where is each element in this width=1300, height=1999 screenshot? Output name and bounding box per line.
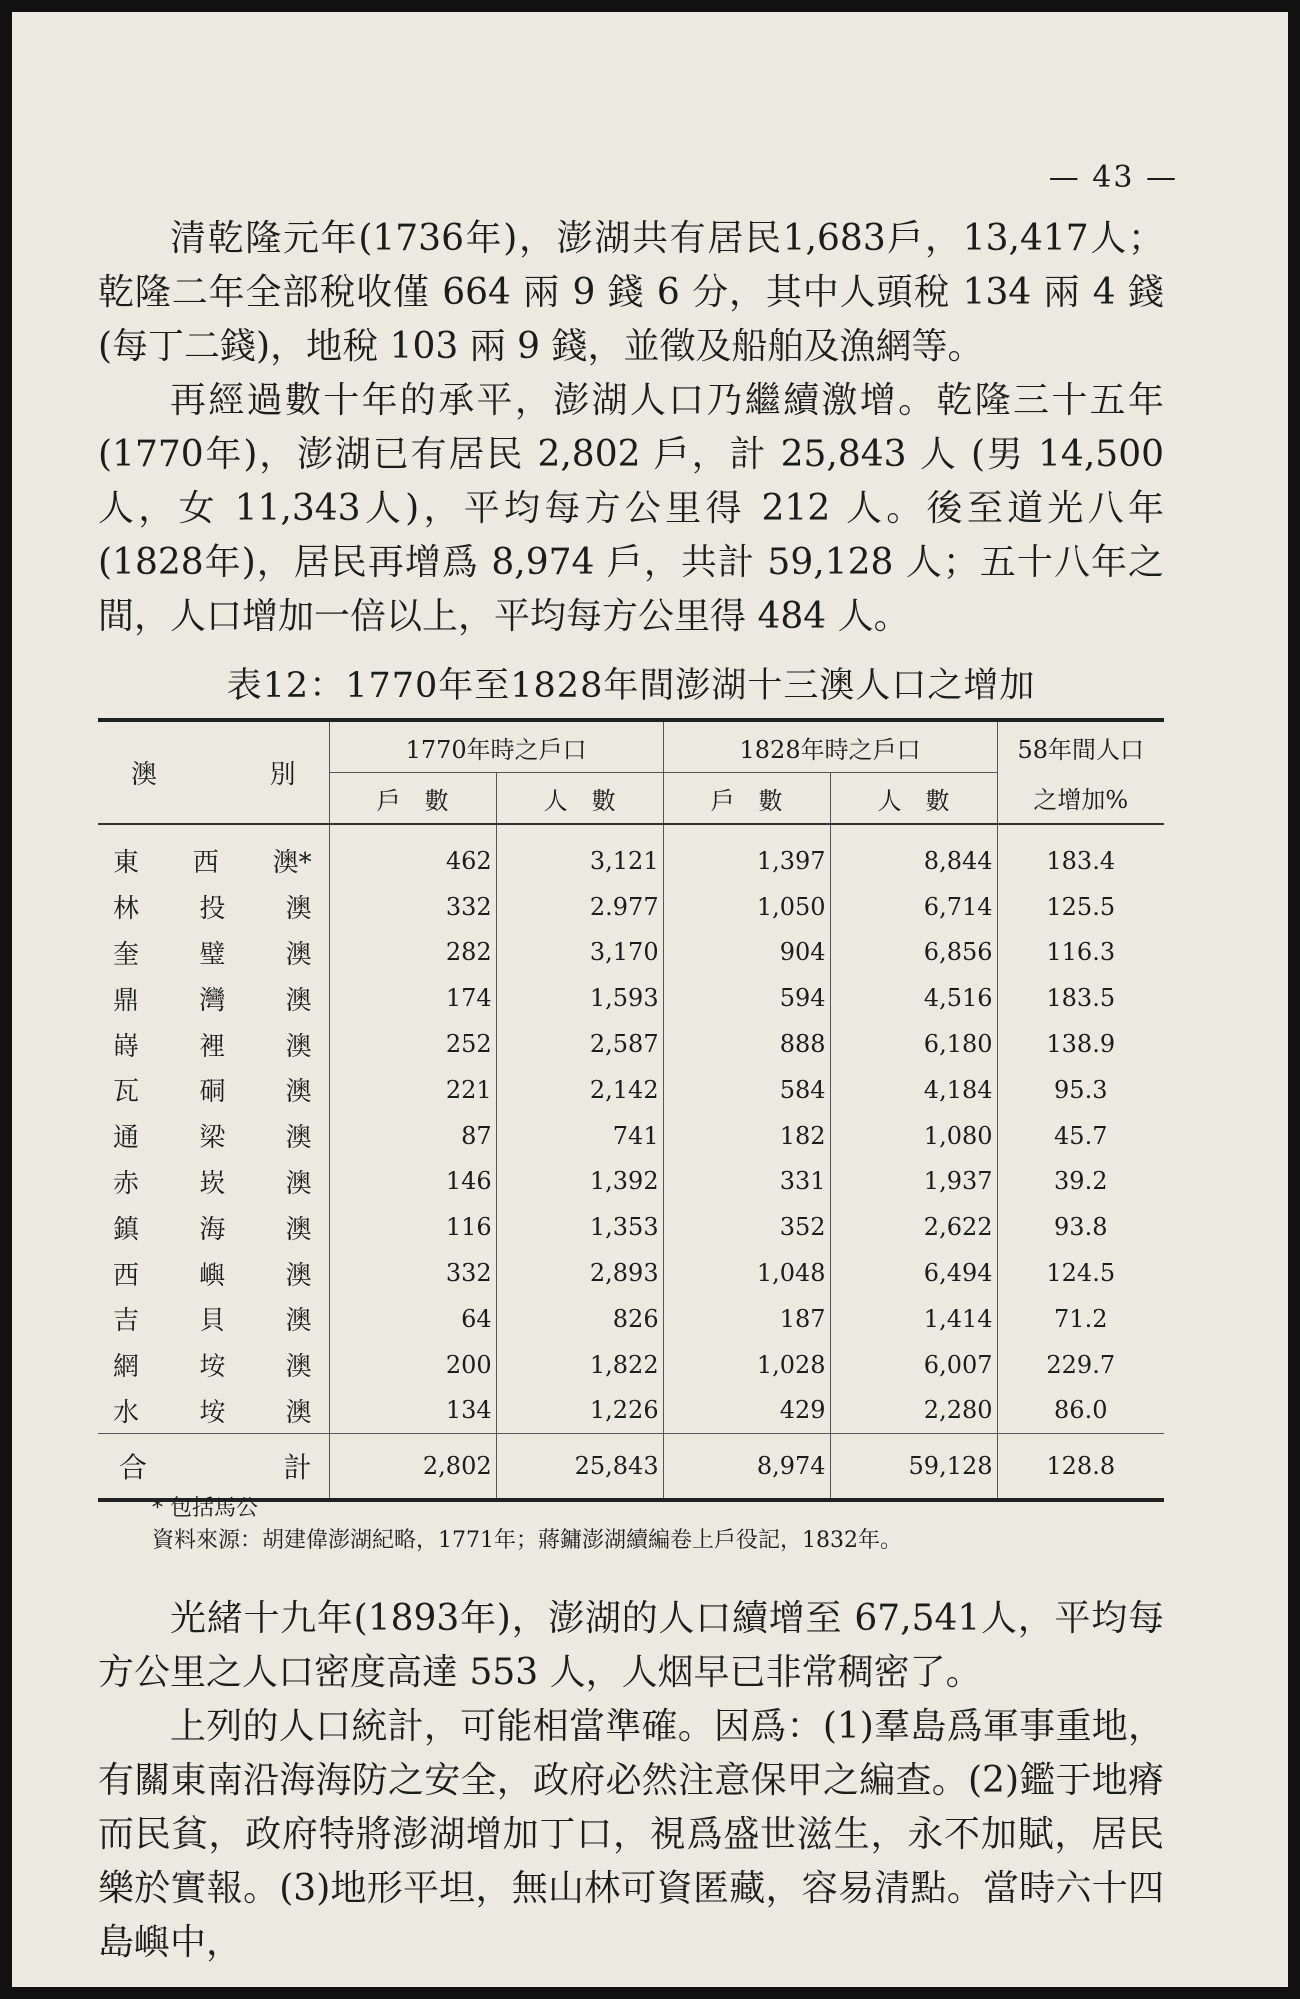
total-households-1770: 2,802 bbox=[329, 1434, 496, 1501]
table-row bbox=[98, 824, 1164, 884]
cell-persons-1770: 2,142 bbox=[496, 1067, 663, 1113]
paragraph-3: 光緒十九年(1893年)，澎湖的人口續增至 67,541人，平均每方公里之人口密度高達 553 人，人烟早已非常稠密了。 bbox=[98, 1598, 1164, 1693]
cell-households-1828: 1,050 bbox=[663, 884, 830, 930]
total-households-1828: 8,974 bbox=[663, 1434, 830, 1501]
cell-increase: 138.9 bbox=[1046, 1030, 1116, 1059]
cell-households-1770: 282 bbox=[329, 930, 496, 976]
cell-persons-1828: 2,280 bbox=[830, 1388, 997, 1434]
header-persons-1770: 人 數 bbox=[496, 773, 663, 825]
table-row bbox=[98, 1204, 1164, 1250]
paragraph-4: 上列的人口統計，可能相當準確。因爲：(1)羣島爲軍事重地，有關東南沿海海防之安全，政府必然注意保甲之編查。(2)鑑于地瘠而民貧，政府特將澎湖增加丁口，視爲盛世滋生，永不加賦，居民樂於實報。(3)地形平坦，無山林可資匿藏，容易清點。當時六十四島嶼中， bbox=[98, 1706, 1164, 1963]
paragraph-2: 再經過數十年的承平，澎湖人口乃繼續激增。乾隆三十五年(1770年)，澎湖已有居民 2,802 戶，計 25,843 人 (男 14,500 人，女 11,343人)，平均每方公里得 212 人。後至道光八年 (1828年)，居民再增爲 8,974 戶，共計 59,128 人；五十八年之間，人口增加一倍以上，平均每方公里得 484 人。 bbox=[98, 380, 1164, 637]
cell-households-1770: 200 bbox=[329, 1342, 496, 1388]
cell-households-1828: 429 bbox=[663, 1388, 830, 1434]
cell-persons-1770: 3,170 bbox=[496, 930, 663, 976]
cell-households-1828: 584 bbox=[663, 1067, 830, 1113]
cell-households-1770: 221 bbox=[329, 1067, 496, 1113]
header-persons-1828: 人 數 bbox=[830, 773, 997, 825]
cell-households-1828: 352 bbox=[663, 1204, 830, 1250]
cell-increase: 125.5 bbox=[1046, 892, 1116, 921]
cell-persons-1828: 6,856 bbox=[830, 930, 997, 976]
cell-persons-1828: 6,714 bbox=[830, 884, 997, 930]
ao-name: 鼎 灣 澳 bbox=[98, 975, 329, 1021]
header-households-1770: 戶 數 bbox=[329, 773, 496, 825]
table-caption: 表12：1770年至1828年間澎湖十三澳人口之增加 bbox=[226, 666, 1036, 706]
cell-increase: 95.3 bbox=[1054, 1075, 1108, 1104]
ao-name: 瓦 硐 澳 bbox=[98, 1067, 329, 1113]
table-row bbox=[98, 884, 1164, 930]
cell-persons-1770: 1,353 bbox=[496, 1204, 663, 1250]
cell-persons-1828: 6,180 bbox=[830, 1021, 997, 1067]
paragraph-1: 清乾隆元年(1736年)，澎湖共有居民1,683戶，13,417人；乾隆二年全部稅收僅 664 兩 9 錢 6 分，其中人頭稅 134 兩 4 錢(每丁二錢)，地稅 103 兩 9 錢，並徵及船舶及漁網等。 bbox=[98, 218, 1164, 367]
cell-persons-1770: 3,121 bbox=[496, 824, 663, 884]
cell-households-1828: 1,028 bbox=[663, 1342, 830, 1388]
cell-households-1828: 182 bbox=[663, 1113, 830, 1159]
table-note: * 包括馬公 bbox=[152, 1496, 258, 1521]
total-increase: 128.8 bbox=[997, 1434, 1164, 1501]
ao-name: 林 投 澳 bbox=[98, 884, 329, 930]
total-row bbox=[98, 1434, 1164, 1501]
ao-name: 奎 璧 澳 bbox=[98, 930, 329, 976]
ao-name: 通 梁 澳 bbox=[98, 1113, 329, 1159]
cell-persons-1828: 1,937 bbox=[830, 1159, 997, 1205]
cell-households-1770: 332 bbox=[329, 884, 496, 930]
cell-persons-1770: 826 bbox=[496, 1296, 663, 1342]
cell-persons-1770: 741 bbox=[496, 1113, 663, 1159]
cell-households-1770: 146 bbox=[329, 1159, 496, 1205]
table-row bbox=[98, 1250, 1164, 1296]
cell-increase: 93.8 bbox=[1054, 1213, 1108, 1242]
cell-persons-1828: 6,494 bbox=[830, 1250, 997, 1296]
cell-persons-1770: 2.977 bbox=[496, 884, 663, 930]
table-row bbox=[98, 1021, 1164, 1067]
table-row bbox=[98, 1067, 1164, 1113]
total-persons-1828: 59,128 bbox=[830, 1434, 997, 1501]
cell-households-1770: 134 bbox=[329, 1388, 496, 1434]
total-label: 合 計 bbox=[98, 1434, 329, 1501]
page-number: — 43 — bbox=[1048, 160, 1178, 195]
cell-increase: 86.0 bbox=[1054, 1396, 1108, 1425]
table-row bbox=[98, 1342, 1164, 1388]
ao-name: 東 西 澳* bbox=[98, 824, 329, 884]
table-row bbox=[98, 1159, 1164, 1205]
cell-households-1828: 904 bbox=[663, 930, 830, 976]
cell-persons-1770: 1,593 bbox=[496, 975, 663, 1021]
header-increase-b: 之增加% bbox=[997, 773, 1164, 825]
cell-households-1770: 64 bbox=[329, 1296, 496, 1342]
cell-increase: 183.4 bbox=[1046, 846, 1116, 875]
ao-name: 吉 貝 澳 bbox=[98, 1296, 329, 1342]
cell-increase: 45.7 bbox=[1054, 1121, 1108, 1150]
ao-name: 嵵 裡 澳 bbox=[98, 1021, 329, 1067]
cell-increase: 71.2 bbox=[1054, 1304, 1108, 1333]
table-row bbox=[98, 1296, 1164, 1342]
ao-name: 西 嶼 澳 bbox=[98, 1250, 329, 1296]
cell-households-1828: 1,397 bbox=[663, 824, 830, 884]
population-table bbox=[98, 718, 1164, 1502]
table-row bbox=[98, 1388, 1164, 1434]
cell-persons-1770: 1,822 bbox=[496, 1342, 663, 1388]
ao-name: 鎮 海 澳 bbox=[98, 1204, 329, 1250]
cell-persons-1770: 2,893 bbox=[496, 1250, 663, 1296]
total-persons-1770: 25,843 bbox=[496, 1434, 663, 1501]
table-source: 資料來源：胡建偉澎湖紀略，1771年；蔣鏞澎湖續編卷上戶役記，1832年。 bbox=[152, 1528, 902, 1553]
cell-persons-1770: 1,392 bbox=[496, 1159, 663, 1205]
table-row bbox=[98, 930, 1164, 976]
cell-households-1828: 331 bbox=[663, 1159, 830, 1205]
ao-name: 網 垵 澳 bbox=[98, 1342, 329, 1388]
cell-households-1770: 116 bbox=[329, 1204, 496, 1250]
cell-increase: 183.5 bbox=[1046, 984, 1116, 1013]
header-1770: 1770年時之戶口 bbox=[329, 720, 663, 773]
cell-households-1770: 252 bbox=[329, 1021, 496, 1067]
cell-persons-1828: 1,414 bbox=[830, 1296, 997, 1342]
cell-persons-1828: 2,622 bbox=[830, 1204, 997, 1250]
table-row bbox=[98, 975, 1164, 1021]
header-increase-a: 58年間人口 bbox=[997, 720, 1164, 773]
cell-households-1770: 174 bbox=[329, 975, 496, 1021]
cell-households-1770: 87 bbox=[329, 1113, 496, 1159]
cell-households-1770: 462 bbox=[329, 824, 496, 884]
ao-name: 赤 崁 澳 bbox=[98, 1159, 329, 1205]
cell-households-1828: 888 bbox=[663, 1021, 830, 1067]
cell-increase: 229.7 bbox=[1046, 1350, 1116, 1379]
header-ao: 澳 別 bbox=[98, 720, 329, 824]
header-1828: 1828年時之戶口 bbox=[663, 720, 997, 773]
cell-persons-1828: 1,080 bbox=[830, 1113, 997, 1159]
header-households-1828: 戶 數 bbox=[663, 773, 830, 825]
cell-persons-1828: 4,516 bbox=[830, 975, 997, 1021]
book-page bbox=[12, 12, 1288, 1987]
cell-increase: 39.2 bbox=[1054, 1167, 1108, 1196]
cell-increase: 124.5 bbox=[1046, 1259, 1116, 1288]
cell-persons-1770: 1,226 bbox=[496, 1388, 663, 1434]
cell-households-1770: 332 bbox=[329, 1250, 496, 1296]
table-row bbox=[98, 1113, 1164, 1159]
cell-increase: 116.3 bbox=[1046, 938, 1116, 967]
cell-persons-1828: 4,184 bbox=[830, 1067, 997, 1113]
ao-name: 水 垵 澳 bbox=[98, 1388, 329, 1434]
cell-persons-1828: 6,007 bbox=[830, 1342, 997, 1388]
cell-households-1828: 594 bbox=[663, 975, 830, 1021]
cell-persons-1828: 8,844 bbox=[830, 824, 997, 884]
cell-households-1828: 187 bbox=[663, 1296, 830, 1342]
cell-persons-1770: 2,587 bbox=[496, 1021, 663, 1067]
cell-households-1828: 1,048 bbox=[663, 1250, 830, 1296]
